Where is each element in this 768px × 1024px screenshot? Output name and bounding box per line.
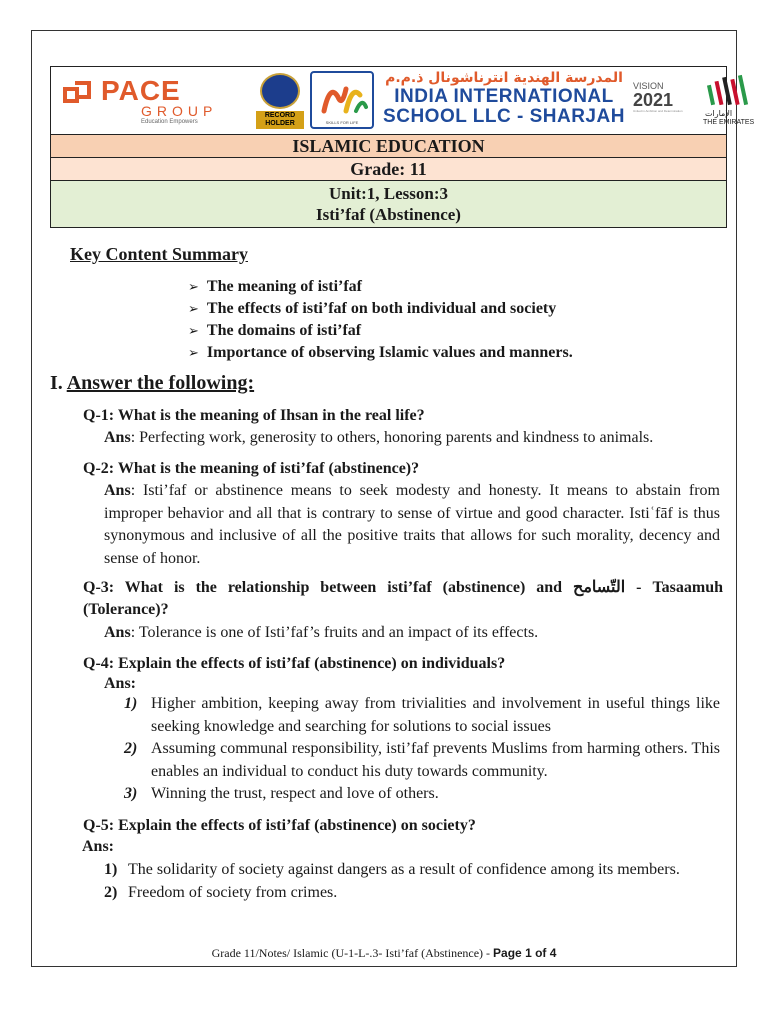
answer-5-list [104, 859, 714, 904]
summary-item: ➢ The meaning of isti’faf [188, 278, 363, 295]
section-heading [50, 372, 254, 395]
summary-item: ➢ The domains of isti’faf [188, 322, 362, 339]
vision-subtitle: United in Ambition and Determination [633, 109, 683, 113]
the-emirates-logo [701, 73, 757, 129]
school-name [381, 69, 627, 127]
ans-label: Ans [104, 429, 131, 446]
question-3: Q-3: What is the relationship between isti’faf (abstinence) and التّسامح - Tasaamuh (Tolerance)? [83, 579, 723, 618]
guinness-seal-icon [260, 73, 300, 109]
document-header [50, 66, 755, 228]
vision-year: 2021 [633, 90, 674, 110]
section-number: I. [50, 372, 63, 394]
list-item: 1) The solidarity of society against dangers as a result of confidence among its members. [104, 861, 680, 878]
iis-mark-icon [316, 77, 370, 121]
key-content-summary-title: Key Content Summary [70, 244, 248, 264]
footer-text: Grade 11/Notes/ Islamic (U-1-L-.3- Isti’faf (Abstinence) - [211, 946, 494, 960]
summary-item: ➢ Importance of observing Islamic values and manners. [188, 344, 573, 361]
list-item: 3) Winning the trust, respect and love of others. [124, 785, 439, 802]
answer-1: Ans: Perfecting work, generosity to others, honoring parents and kindness to animals. [104, 429, 654, 446]
logo-row [50, 66, 755, 134]
question-1: Q-1: What is the meaning of Ihsan in the real life? [83, 407, 425, 424]
iis-tagline: SKILLS FOR LIFE [325, 120, 359, 125]
question-4: Q-4: Explain the effects of isti’faf (abstinence) on individuals? [83, 655, 506, 672]
guinness-record-logo [256, 73, 304, 131]
school-name-line1: INDIA INTERNATIONAL [394, 86, 614, 107]
iis-logo [310, 71, 374, 129]
school-name-arabic: المدرسة الهندية انترناشونال ذ.م.م [385, 70, 623, 86]
arrow-bullet-icon: ➢ [188, 324, 199, 339]
emirates-arabic: الإمارات [705, 109, 733, 118]
pace-mark-icon [63, 81, 97, 107]
answer-2: Ans: Isti’faf or abstinence means to seek modesty and honesty. It means to abstain from improper behavior and all that is contrary to sense of virtue and good character. Istiʿfāf is thus synonymous and inclusive of all the positive traits that allows for such morality, decency and sense of honor. [104, 482, 720, 567]
answer-4-list [124, 693, 720, 806]
summary-item: ➢ The effects of isti’faf on both individual and society [188, 300, 557, 317]
grade-title: Grade: 11 [50, 157, 727, 180]
answer-4-label: Ans: [104, 675, 137, 692]
question-5: Q-5: Explain the effects of isti’faf (abstinence) on society? [83, 817, 476, 834]
summary-list [188, 276, 573, 364]
school-name-line2: SCHOOL LLC - SHARJAH [383, 106, 625, 127]
vision-label: VISION [633, 81, 664, 91]
pace-tagline: Education Empowers [141, 119, 198, 125]
answer-3: Ans: Tolerance is one of Isti’faf’s fruits and an impact of its effects. [104, 624, 539, 641]
arrow-bullet-icon: ➢ [188, 302, 199, 317]
arrow-bullet-icon: ➢ [188, 346, 199, 361]
page-footer [0, 946, 768, 961]
page-number: Page 1 of 4 [493, 946, 557, 960]
answer-5-label: Ans: [82, 838, 115, 855]
pace-group-logo [63, 77, 249, 125]
unit-lesson-block [50, 180, 727, 228]
lesson-title: Isti’faf (Abstinence) [316, 205, 461, 224]
list-item: 1) Higher ambition, keeping away from trivialities and involvement in useful things like seeking knowledge and searching for solutions to social issues [124, 695, 720, 735]
record-holder-badge: RECORD HOLDER [256, 111, 304, 129]
subject-title: ISLAMIC EDUCATION [50, 134, 727, 157]
emirates-bars-icon [707, 73, 753, 107]
pace-group-text: GROUP [141, 103, 218, 119]
ans-label: Ans [104, 624, 131, 641]
list-item: 2) Freedom of society from crimes. [104, 883, 338, 901]
list-item: 2) Assuming communal responsibility, isti’faf prevents Muslims from harming others. This enables an individual to conduct his duty towards community. [124, 740, 720, 780]
ans-label: Ans [104, 482, 131, 499]
vision-2021-logo [633, 81, 695, 121]
section-title: Answer the following: [66, 372, 255, 394]
question-2: Q-2: What is the meaning of isti’faf (abstinence)? [83, 460, 420, 477]
arrow-bullet-icon: ➢ [188, 280, 199, 295]
pace-name: PACE [101, 75, 181, 106]
emirates-english: THE EMIRATES [703, 119, 755, 126]
unit-lesson: Unit:1, Lesson:3 [328, 184, 448, 203]
